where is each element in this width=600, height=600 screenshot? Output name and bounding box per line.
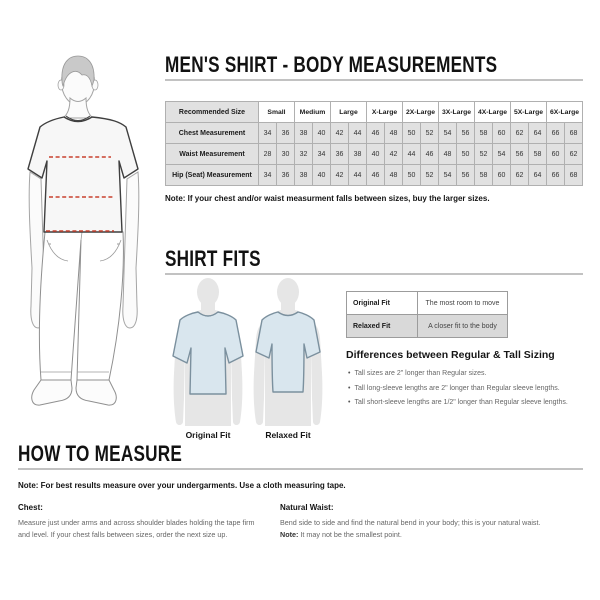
body-measurements-title: MEN'S SHIRT - BODY MEASUREMENTS <box>165 52 498 77</box>
measurement-value: 30 <box>277 144 295 165</box>
measurement-value: 62 <box>511 123 529 144</box>
differences-heading: Differences between Regular & Tall Sizing <box>346 349 555 361</box>
row-label: Waist Measurement <box>166 144 259 165</box>
measurement-value: 38 <box>349 144 367 165</box>
fit-description: A closer fit to the body <box>418 315 508 338</box>
heading-rule <box>18 468 583 470</box>
measurement-value: 58 <box>475 165 493 186</box>
measurements-note: Note: If your chest and/or waist measurment falls between sizes, buy the larger sizes. <box>165 194 490 203</box>
how-to-measure-title: HOW TO MEASURE <box>18 441 183 466</box>
measurement-value: 40 <box>313 165 331 186</box>
figure-pants <box>39 232 123 380</box>
fit-description: The most room to move <box>418 292 508 315</box>
measurement-value: 44 <box>349 123 367 144</box>
figure-neck <box>63 98 93 118</box>
relaxed-fit-shirt-图 <box>248 278 328 428</box>
measurement-value: 54 <box>439 165 457 186</box>
measurement-value: 56 <box>511 144 529 165</box>
original-fit-illustration <box>168 278 248 440</box>
measurement-value: 36 <box>331 144 349 165</box>
body-measurement-figure <box>10 28 160 433</box>
original-fit-shirt-图 <box>168 278 248 428</box>
shirt-fits-section <box>165 246 583 446</box>
measurement-value: 28 <box>259 144 277 165</box>
measurement-value: 56 <box>457 165 475 186</box>
chest-heading: Chest: <box>18 503 43 512</box>
measurement-value: 52 <box>475 144 493 165</box>
measurement-value: 34 <box>259 165 277 186</box>
measurement-value: 50 <box>403 123 421 144</box>
measurement-value: 62 <box>511 165 529 186</box>
how-to-measure-note: Note: For best results measure over your undergarments. Use a cloth measuring tape. <box>18 481 346 490</box>
fit-name: Original Fit <box>347 292 418 315</box>
corner-header: Recommended Size <box>166 102 259 123</box>
how-to-measure-section <box>18 441 583 581</box>
size-header: Medium <box>295 102 331 123</box>
fit-table-row <box>347 292 508 315</box>
natural-waist-text: Bend side to side and find the natural bend in your body; this is your natural waist. Note: It may not be the smallest point. <box>280 518 541 539</box>
table-row <box>166 123 583 144</box>
measurement-value: 64 <box>529 123 547 144</box>
measurement-value: 36 <box>277 165 295 186</box>
measurement-value: 50 <box>403 165 421 186</box>
heading-rule <box>165 273 583 275</box>
measurement-value: 48 <box>385 165 403 186</box>
figure-right-shoe <box>76 380 116 405</box>
fit-name: Relaxed Fit <box>347 315 418 338</box>
difference-bullet: • Tall long-sleeve lengths are 2" longer than Regular sleeve lengths. <box>348 385 584 392</box>
measurement-value: 34 <box>313 144 331 165</box>
measurement-value: 44 <box>403 144 421 165</box>
relaxed-fit-illustration <box>248 278 328 440</box>
measurement-value: 42 <box>331 123 349 144</box>
heading-rule <box>165 79 583 81</box>
measurement-value: 52 <box>421 123 439 144</box>
size-header: 6X-Large <box>547 102 583 123</box>
chest-text: Measure just under arms and across shoulder blades holding the tape firm and level. If your chest falls between sizes, order the next size up. <box>18 518 255 539</box>
measurement-value: 52 <box>421 165 439 186</box>
measurement-value: 38 <box>295 165 313 186</box>
measurement-value: 62 <box>565 144 583 165</box>
measurement-value: 58 <box>475 123 493 144</box>
measurement-value: 64 <box>529 165 547 186</box>
measurement-value: 60 <box>493 165 511 186</box>
measurement-value: 66 <box>547 123 565 144</box>
measurement-value: 46 <box>367 123 385 144</box>
measurement-value: 48 <box>439 144 457 165</box>
differences-block <box>346 349 584 414</box>
measurement-value: 60 <box>493 123 511 144</box>
differences-list <box>348 370 584 406</box>
difference-bullet: • Tall short-sleeve lengths are 1/2" longer than Regular sleeve lengths. <box>348 399 584 406</box>
measurement-value: 68 <box>565 165 583 186</box>
size-header: 4X-Large <box>475 102 511 123</box>
measurement-value: 42 <box>331 165 349 186</box>
measurement-value: 36 <box>277 123 295 144</box>
measurements-table <box>165 101 583 186</box>
original-fit-label: Original Fit <box>185 430 231 440</box>
row-label: Chest Measurement <box>166 123 259 144</box>
figure-shirt <box>28 117 138 232</box>
natural-waist-instructions <box>280 503 542 540</box>
table-row <box>166 144 583 165</box>
row-label: Hip (Seat) Measurement <box>166 165 259 186</box>
figure-right-arm <box>123 172 139 328</box>
size-header: 3X-Large <box>439 102 475 123</box>
size-header: 2X-Large <box>403 102 439 123</box>
measurement-value: 60 <box>547 144 565 165</box>
body-measurements-section <box>165 52 583 203</box>
measurement-value: 68 <box>565 123 583 144</box>
difference-bullet: • Tall sizes are 2" longer than Regular sizes. <box>348 370 584 377</box>
measurement-value: 40 <box>367 144 385 165</box>
measurement-value: 54 <box>493 144 511 165</box>
shirt-fits-title: SHIRT FITS <box>165 246 261 271</box>
measurement-value: 38 <box>295 123 313 144</box>
measurement-value: 34 <box>259 123 277 144</box>
size-header: X-Large <box>367 102 403 123</box>
measurement-value: 56 <box>457 123 475 144</box>
fit-table-row <box>347 315 508 338</box>
measurement-value: 42 <box>385 144 403 165</box>
measurement-value: 44 <box>349 165 367 186</box>
measurement-value: 50 <box>457 144 475 165</box>
measurement-value: 46 <box>367 165 385 186</box>
measurement-value: 66 <box>547 165 565 186</box>
size-header: 5X-Large <box>511 102 547 123</box>
measurement-value: 46 <box>421 144 439 165</box>
table-row <box>166 165 583 186</box>
measurement-value: 40 <box>313 123 331 144</box>
relaxed-fit-label: Relaxed Fit <box>265 430 311 440</box>
measurement-value: 32 <box>295 144 313 165</box>
figure-left-shoe <box>32 380 72 405</box>
measurement-value: 48 <box>385 123 403 144</box>
measurement-value: 54 <box>439 123 457 144</box>
size-header: Small <box>259 102 295 123</box>
chest-instructions <box>18 503 256 540</box>
fit-descriptions-table <box>346 291 508 338</box>
measurement-value: 58 <box>529 144 547 165</box>
natural-waist-heading: Natural Waist: <box>280 503 334 512</box>
size-header: Large <box>331 102 367 123</box>
